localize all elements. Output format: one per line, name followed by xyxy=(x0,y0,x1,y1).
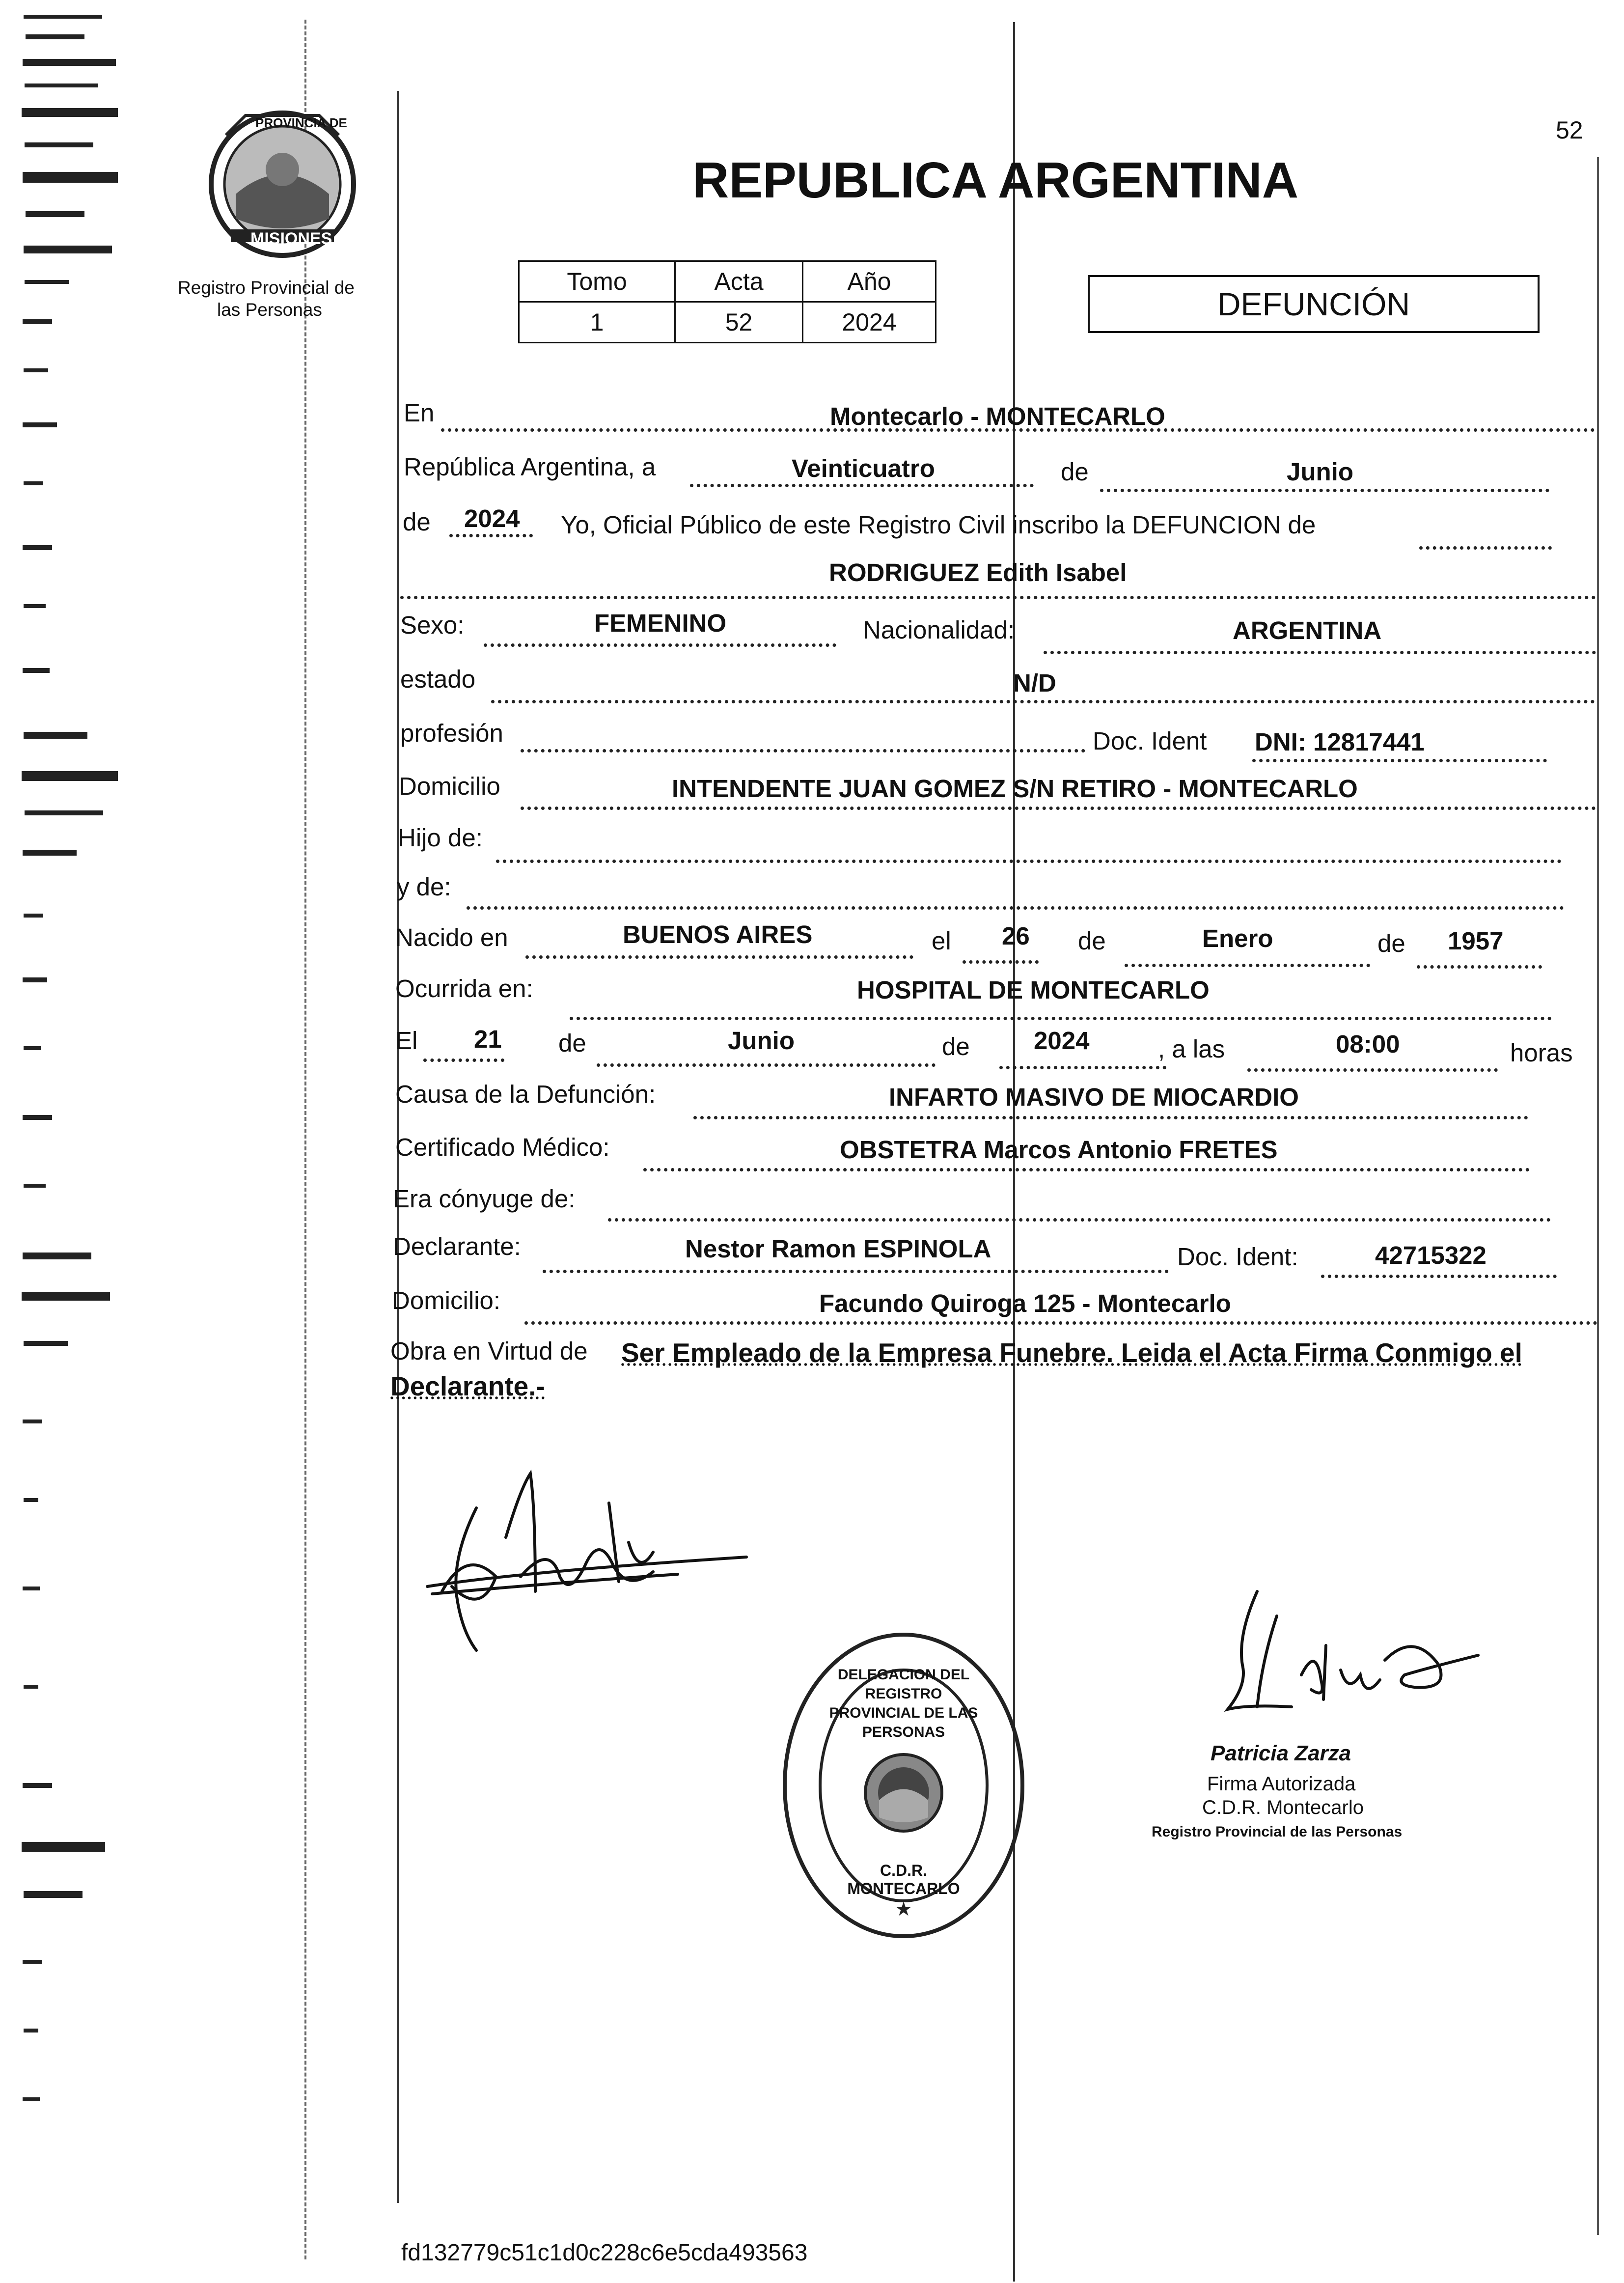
nacionalidad-dotted-line xyxy=(1044,651,1596,654)
declarante-label: Declarante: xyxy=(393,1232,521,1260)
ocurrida-label: Ocurrida en: xyxy=(395,974,533,1002)
meta-value-tomo: 1 xyxy=(519,302,675,343)
doc-ident-dotted-line xyxy=(1252,759,1547,762)
death-day: 21 xyxy=(474,1025,502,1053)
deceased-name: RODRIGUEZ Edith Isabel xyxy=(829,558,1127,586)
meta-value-acta: 52 xyxy=(675,302,803,343)
death-day-dotted-line xyxy=(423,1058,504,1062)
yde-label: y de: xyxy=(397,873,451,901)
certificado-dotted-line xyxy=(643,1168,1530,1171)
registry-line-1: Registro Provincial de xyxy=(178,278,355,298)
doc-ident-value: DNI: 12817441 xyxy=(1255,728,1425,756)
registry-line-2: las Personas xyxy=(217,300,322,320)
causa-dotted-line xyxy=(693,1116,1528,1119)
republica-label: República Argentina, a xyxy=(404,453,656,481)
estado-label: estado xyxy=(400,665,476,693)
birth-month: Enero xyxy=(1202,924,1273,952)
year-dotted-line xyxy=(449,534,533,537)
domicilio2-value: Facundo Quiroga 125 - Montecarlo xyxy=(819,1289,1231,1317)
official-office: C.D.R. Montecarlo xyxy=(1202,1797,1364,1818)
domicilio-value: INTENDENTE JUAN GOMEZ S/N RETIRO - MONTECARLO xyxy=(672,775,1358,803)
birth-day-dotted-line xyxy=(963,960,1039,964)
nacido-label: Nacido en xyxy=(395,923,508,951)
nacido-dotted-line xyxy=(525,955,913,959)
death-month-dotted-line xyxy=(597,1063,936,1067)
horas-label: horas xyxy=(1510,1039,1573,1067)
sexo-label: Sexo: xyxy=(400,611,465,639)
doc2-value: 42715322 xyxy=(1375,1241,1486,1269)
ocurrida-value: HOSPITAL DE MONTECARLO xyxy=(857,976,1210,1004)
sexo-value: FEMENINO xyxy=(594,609,727,637)
estado-value: N/D xyxy=(1013,669,1056,697)
birth-month-dotted-line xyxy=(1125,964,1370,967)
name-dotted-line xyxy=(400,596,1596,599)
causa-value: INFARTO MASIVO DE MIOCARDIO xyxy=(889,1083,1299,1111)
hijo-dotted-line xyxy=(496,860,1562,863)
birth-year-dotted-line xyxy=(1417,965,1542,969)
domicilio2-dotted-line xyxy=(524,1321,1597,1325)
estado-dotted-line xyxy=(491,700,1595,703)
alas-label: , a las xyxy=(1158,1035,1225,1063)
meta-header-anio: Año xyxy=(803,261,936,302)
page-number: 52 xyxy=(1556,116,1583,144)
certificado-value: OBSTETRA Marcos Antonio FRETES xyxy=(840,1136,1278,1164)
el-label: el xyxy=(932,927,951,955)
conyuge-label: Era cónyuge de: xyxy=(393,1185,576,1213)
declarante-dotted-line xyxy=(543,1270,1169,1273)
birth-day: 26 xyxy=(1002,922,1030,950)
yde-dotted-line xyxy=(467,906,1564,910)
svg-text:★: ★ xyxy=(895,1898,912,1921)
domicilio2-label: Domicilio: xyxy=(392,1286,501,1314)
death-time: 08:00 xyxy=(1336,1030,1400,1058)
official-name: Patricia Zarza xyxy=(1211,1741,1351,1765)
hijo-label: Hijo de: xyxy=(398,824,483,852)
doc-ident-label: Doc. Ident xyxy=(1093,727,1207,755)
statement-dotted-line xyxy=(1419,546,1552,550)
doc2-label: Doc. Ident: xyxy=(1177,1243,1298,1271)
meta-value-anio: 2024 xyxy=(803,302,936,343)
de5-label: de xyxy=(558,1029,586,1057)
en-label: En xyxy=(404,399,435,427)
death-month: Junio xyxy=(728,1027,795,1055)
el2-label: El xyxy=(395,1027,418,1055)
day-value: Veinticuatro xyxy=(792,454,935,482)
month-dotted-line xyxy=(1100,489,1549,492)
de-label: de xyxy=(1061,458,1089,486)
logo-bottom-text: MISIONES xyxy=(250,229,332,248)
declarant-signature xyxy=(422,1469,756,1655)
certificado-label: Certificado Médico: xyxy=(395,1133,610,1161)
scan-edge-artifact xyxy=(0,15,118,2127)
obra-value-line2: Declarante.- xyxy=(390,1371,545,1401)
de3-label: de xyxy=(1078,927,1106,955)
doc2-dotted-line xyxy=(1321,1275,1557,1278)
meta-header-row xyxy=(519,261,936,302)
act-type-box xyxy=(1088,275,1540,333)
profesion-dotted-line xyxy=(521,749,1085,752)
official-registry: Registro Provincial de las Personas xyxy=(1152,1824,1403,1840)
domicilio-label: Domicilio xyxy=(399,772,500,800)
page-title: REPUBLICA ARGENTINA xyxy=(692,152,1299,208)
day-dotted-line xyxy=(690,484,1034,487)
month-value: Junio xyxy=(1287,458,1353,486)
document-hash: fd132779c51c1d0c228c6e5cda493563 xyxy=(401,2240,808,2266)
official-role: Firma Autorizada xyxy=(1207,1773,1356,1795)
left-dashed-line xyxy=(304,20,308,2259)
declarante-value: Nestor Ramon ESPINOLA xyxy=(685,1235,991,1263)
statement-text: Yo, Oficial Público de este Registro Civil inscribo la DEFUNCION de xyxy=(561,511,1316,539)
death-year: 2024 xyxy=(1034,1027,1090,1055)
de4-label: de xyxy=(1377,929,1405,957)
act-type-label: DEFUNCIÓN xyxy=(1217,286,1410,322)
stamp-inner-text: C.D.R. MONTECARLO xyxy=(847,1862,960,1897)
nacionalidad-label: Nacionalidad: xyxy=(863,616,1015,644)
official-signature xyxy=(1218,1587,1493,1724)
record-meta-table xyxy=(518,260,936,343)
ocurrida-dotted-line xyxy=(570,1017,1552,1020)
meta-value-row xyxy=(519,302,936,343)
birth-year: 1957 xyxy=(1448,927,1504,955)
de6-label: de xyxy=(942,1032,970,1060)
meta-header-acta: Acta xyxy=(675,261,803,302)
form-right-border xyxy=(1597,157,1599,2235)
province-logo xyxy=(206,106,358,258)
year-value: 2024 xyxy=(464,504,520,532)
death-time-dotted-line xyxy=(1247,1068,1498,1072)
obra-value-line1: Ser Empleado de la Empresa Funebre. Leida el Acta Firma Conmigo el xyxy=(621,1337,1522,1368)
sexo-dotted-line xyxy=(484,643,836,647)
meta-header-tomo: Tomo xyxy=(519,261,675,302)
nacido-value: BUENOS AIRES xyxy=(623,920,813,948)
domicilio-dotted-line xyxy=(521,807,1596,810)
nacionalidad-value: ARGENTINA xyxy=(1233,616,1382,644)
logo-top-text: PROVINCIA DE xyxy=(255,115,347,130)
profesion-label: profesión xyxy=(400,719,503,747)
de2-label: de xyxy=(403,508,431,536)
causa-label: Causa de la Defunción: xyxy=(395,1080,656,1108)
place-value: Montecarlo - MONTECARLO xyxy=(830,402,1165,430)
conyuge-dotted-line xyxy=(608,1218,1551,1222)
obra-label: Obra en Virtud de xyxy=(390,1337,588,1365)
official-stamp xyxy=(781,1631,1026,1940)
stamp-outer-text: DELEGACION DEL REGISTRO PROVINCIAL DE LAS PERSONAS xyxy=(829,1667,978,1740)
death-year-dotted-line xyxy=(999,1066,1166,1069)
